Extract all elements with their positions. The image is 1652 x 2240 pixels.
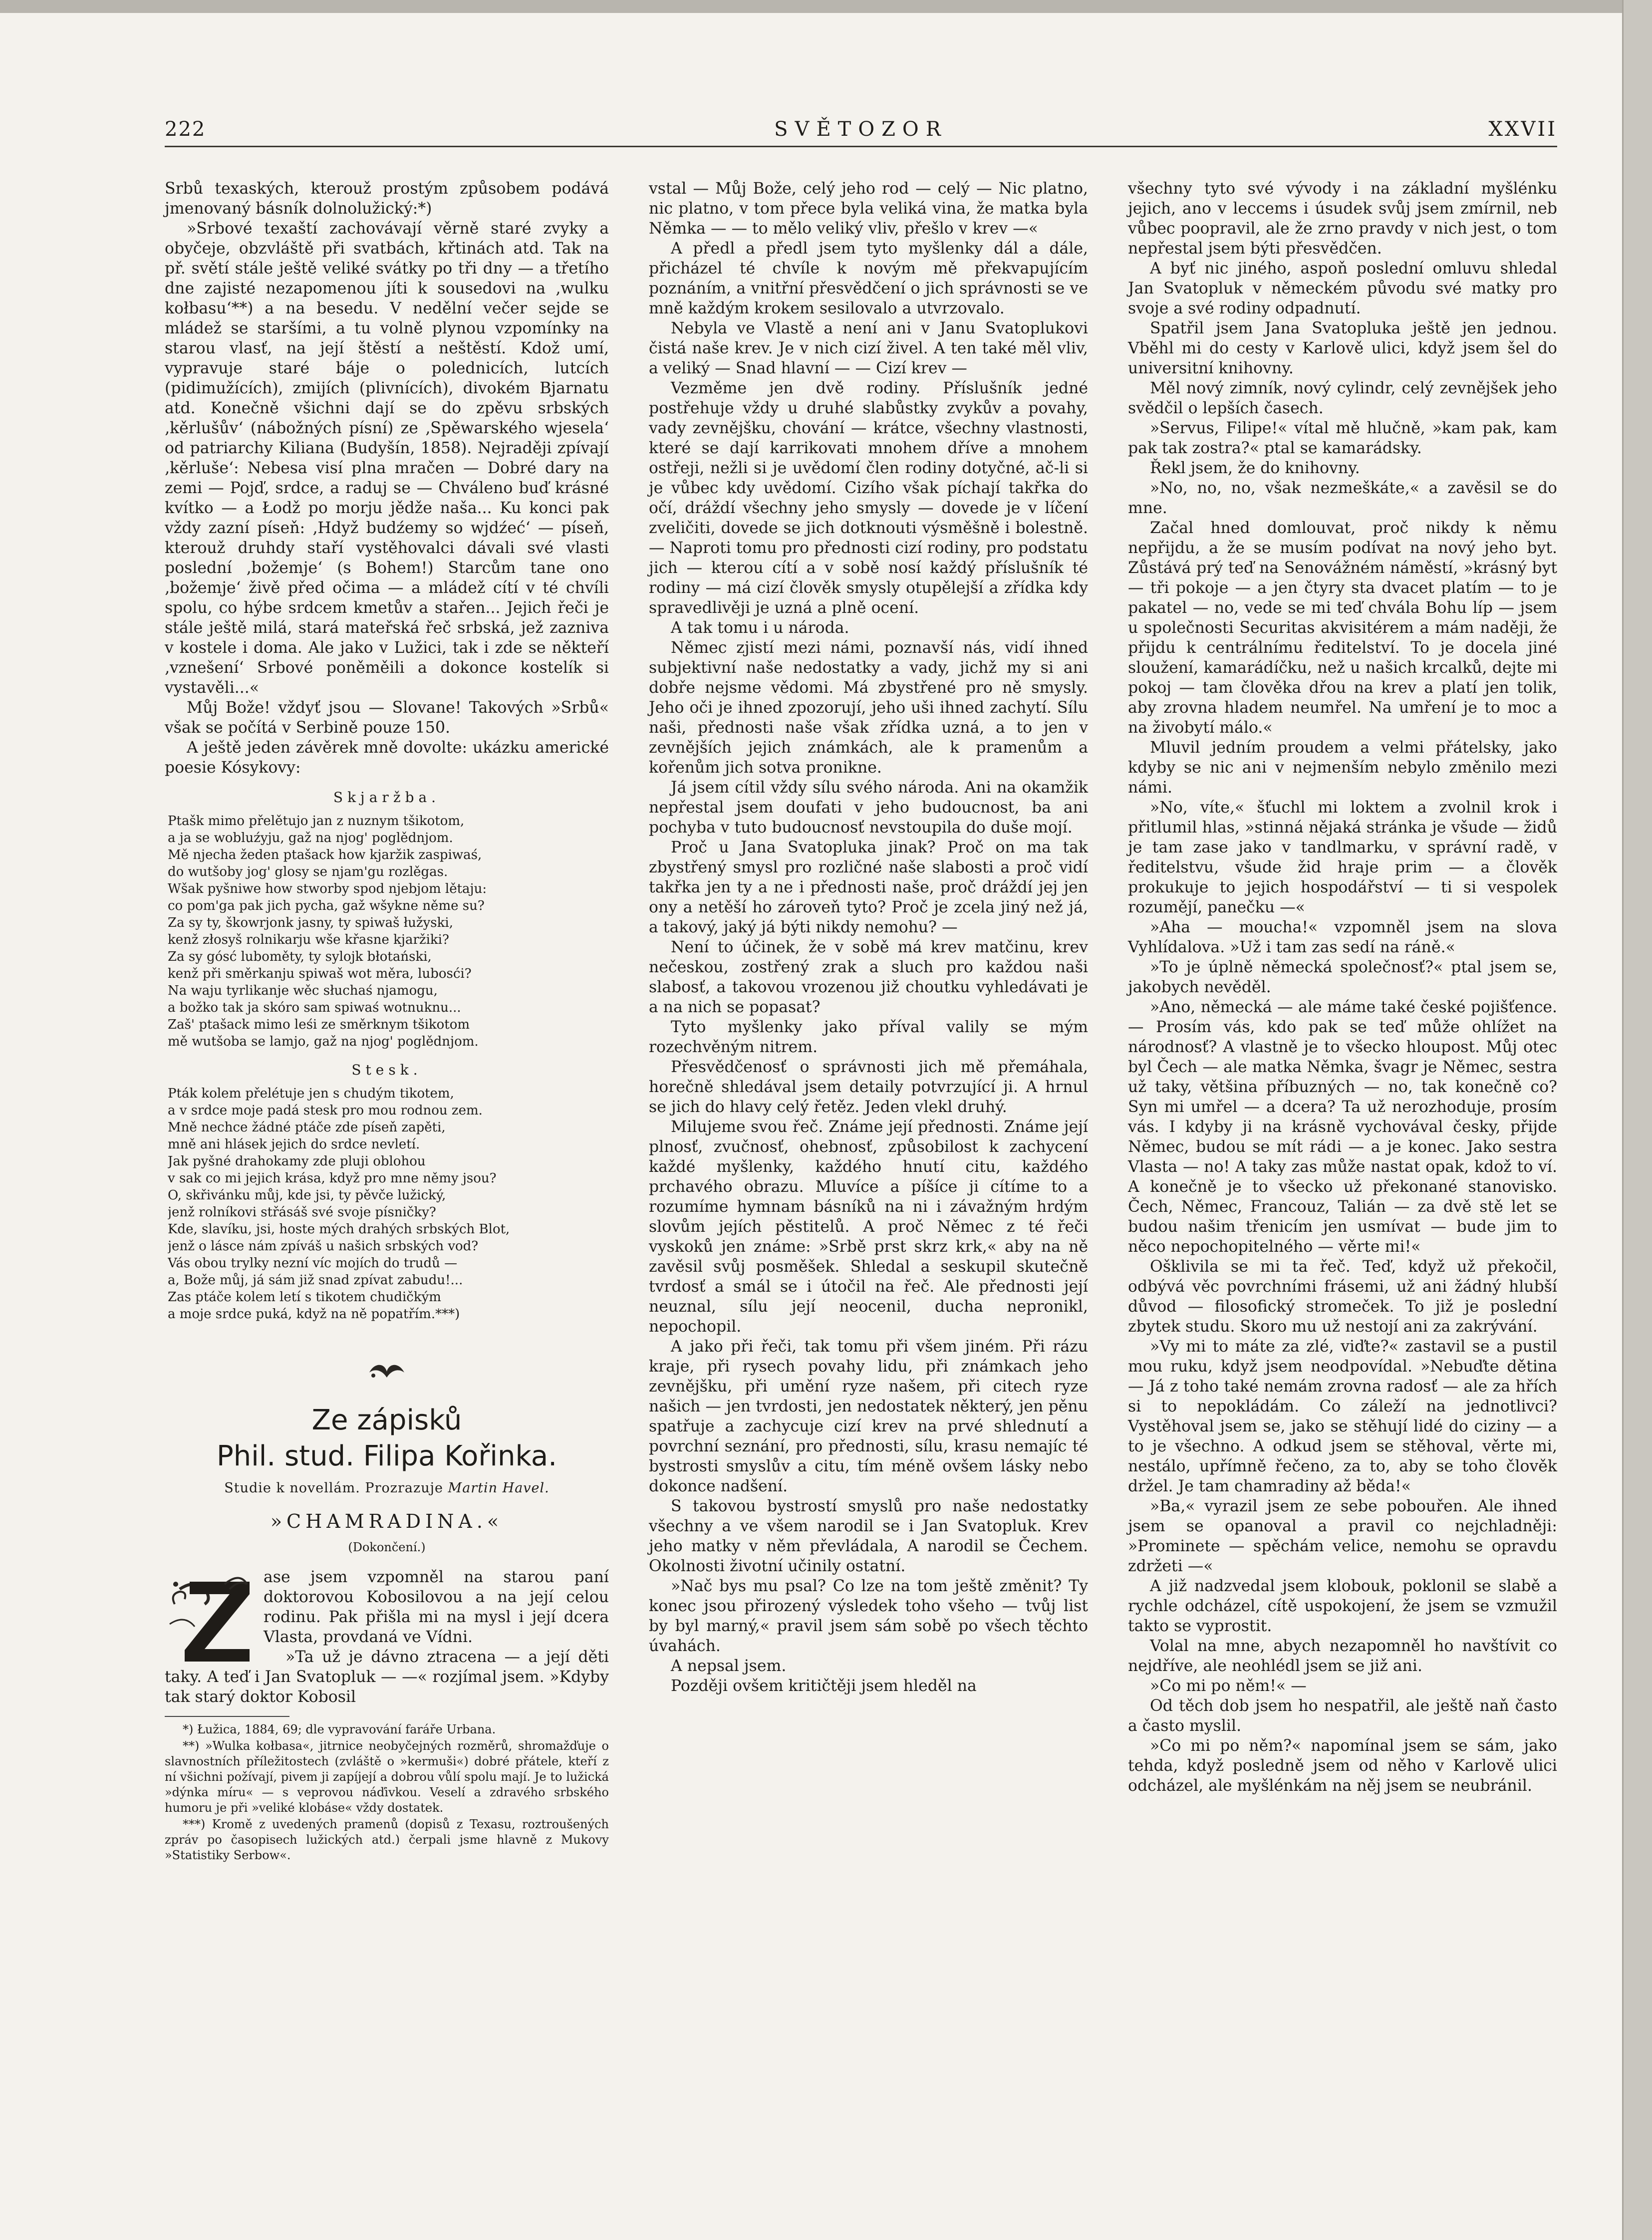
poem-line: Mě njecha žeden ptašack how kjaržik zaspiwaś, [168,847,482,862]
poem-line: mně ani hlásek jejich do srdce nevletí. [168,1137,420,1152]
paragraph: Milujeme svou řeč. Známe její přednosti. Známe její plnosť, zvučnosť, ohebnosť, způsobilost k zachycení každé myšlenky, každého hnutí citu, každého prchavého obrazu. Mluvíce a píšíce ji cítíme to a rozumíme hymnam básníků na ni i závažným hrdým slovům jejích pěstitelů. A proč Němec z té řeči vyskoků jen známe: »Srbě prst skrz krk,« aby na ně zavěsil svůj posměšek. Shledal a seskupil skutečně tvrdosť a smál se i útočil na řeč. Ale přednosti její neuznal, sílu její neocenil, ducha nepronikl, nepochopil. [649,1118,1088,1336]
footnote: ***) Kromě z uvedených pramenů (dopisů z Texasu, roztroušených zpráv po časopisech lužických atd.) čerpali jsme hlavně z Mukovy »Statistiky Serbow«. [165,1817,609,1862]
paragraph: A nepsal jsem. [671,1657,787,1675]
paragraph: S takovou bystrostí smyslů pro naše nedostatky všechny a ve všem narodil se i Jan Svatopluk. Krev jeho matky v něm převládala, A narodil se Čechem. Okolnosti životní učinily ostatní. [649,1497,1088,1575]
header-rule [165,146,1557,147]
poem-line: Za sy ty, škowrjonk jasny, ty spiwaš łužyski, [168,915,453,930]
footnote: **) »Wulka kołbasa«, jitrnice neobyčejných rozměrů, shromažďuje o slavnostních příležitostech (zvláště o »kermuši«) dobré přátele, kteří z ní všichni požívají, pivem ji zapíjejí a dobrou vůlí spolu mají. Je to lužická »dýnka míru« — s veprovou náďivkou. Veselí a zdravého srbského humoru je při »veliké klobáse« vždy dostatek. [165,1739,609,1815]
paragraph: A byť nic jiného, aspoň poslední omluvu shledal Jan Svatopluk v německém původu své matky pro svoje a své rodiny odpadnutí. [1128,260,1557,317]
paragraph: »Aha — moucha!« vzpomněl jsem na slova Vyhlídalova. »Už i tam zas sedí na ráně.« [1128,918,1557,956]
paragraph: »Servus, Filipe!« vítal mě hlučně, »kam pak, kam pak tak zostra?« ptal se kamarádsky. [1128,419,1557,457]
column-1 [165,179,609,1864]
magazine-title: SVĚTOZOR [774,118,948,141]
paragraph: Mluvil jedním proudem a velmi přátelsky, jako kdyby se nic ani v nejmenším nebylo změnilo mezi námi. [1128,739,1557,797]
poem-line: Na waju tyrlikanje wěc słuchaś njamogu, [168,983,438,998]
poem-sorbian [168,813,609,1050]
page-top-edge [0,0,1622,13]
paragraph: Proč u Jana Svatopluka jinak? Proč on ma tak zbystřený smysl pro rozličné naše slabosti a proč vidí takřka jen ty a ne i přednosti naše, proč dráždí jej jen ony a netěší ho zároveň tyto? Proč je zcela jiný než já, a takový, jaký já býti nikdy nemohu? — [649,839,1088,936]
poem-line: kenž złosyš rolnikarju wše křasne kjaržiki? [168,932,449,947]
paragraph: A jako při řeči, tak tomu při všem jiném. Při rázu kraje, při rysech povahy lidu, při známkach jeho zevnějšku, při umění ryze našem, při citech ryze našich — jen tvrdosti, jen nedostatek některý, jen pěnu spatřuje a zachycuje cizí krev na prvé shlednutí a povrchní seznání, pro přednosti, sílu, krasu nemajíc té bystrosti smyslův a citu, tím méně ovšem lásky nebo dokonce nadšení. [649,1338,1088,1495]
paragraph: Začal hned domlouvat, proč nikdy k němu nepřijdu, a že se musím podívat na nový jeho byt. Zůstává prý teď na Senovážném náměstí, »krásný byt — tři pokoje — a jen čtyry sta dvacet platím — to je pakatel — no, vede se mi teď chvála Bohu líp — jsem u společnosti Securitas akvisitérem a mám naději, že přijdu k centrálnímu ředitelství. To je docela jiné sloužení, kamarádíčku, než u našich krcalků, dejte mi pokoj — tam člověka dřou na krev a platí jen tolik, aby zrovna hladem neumřel. Na umření je to moc a na živobytí málo.« [1128,519,1557,737]
footnotes [165,1722,609,1863]
poem-line: a, Bože můj, já sám již snad zpívat zabudu!... [168,1273,463,1288]
paragraph: Volal na mne, abych nezapomněl ho navštívit co nejdříve, ale neohlédl jsem se již ani. [1128,1637,1557,1675]
paragraph: Řekl jsem, že do knihovny. [1150,459,1360,477]
poem-czech [168,1085,609,1323]
poem-line: Wšak pyšniwe how stworby spod njebjom lětaju: [168,881,487,896]
paragraph: »Co mi po něm?« napomínal jsem se sám, jako tehda, když posledně jsem od něho v Karlově ulici odcházel, ale myšlénkám na něj jsem se neubránil. [1128,1737,1557,1795]
footnote-rule [165,1716,289,1717]
paragraph: Později ovšem kritičtěji jsem hleděl na [671,1677,977,1695]
poem-line: Ptašk mimo přelětujo jan z nuznym tšikotom, [168,814,465,829]
continued-note: (Dokončení.) [348,1540,426,1554]
paragraph: »No, no, no, však nezmeškáte,« a zavěsil se do mne. [1128,479,1557,517]
paragraph: »Ba,« vyrazil jsem ze sebe pobouřen. Ale ihned jsem se opanoval a pravil co nejchladněji: »Prominete — spěchám velice, nemohu se opravdu zdržeti —« [1128,1497,1557,1575]
poem-line: Vás obou trylky nezní víc mojích do trudů — [168,1256,458,1271]
paragraph: »No, víte,« šťuchl mi loktem a zvolnil krok i přitlumil hlas, »stinná nějaká stránka je všude — židů je tam zase jako v tandlmarku, v správní radě, v ředitelstvu, všude žid hraje prim — a člověk prokukuje to jejich hospodářství — ti si vespolek rozumějí, panečku —« [1128,799,1557,916]
poem-line: a moje srdce puká, když na ně popatřím.***) [168,1307,460,1322]
paragraph: »Nač bys mu psal? Co lze na tom ještě změnit? Ty konec jsou přirozený výsledek toho všeho — tvůj list by byl marný,« pravil jsem sám sobě po všech těchto úvahách. [649,1577,1088,1655]
poem-line: a božko tak ja skóro sam spiwaś wotnuknu... [168,1000,461,1015]
column-3 [1128,179,1557,1796]
paragraph: A předl a předl jsem tyto myšlenky dál a dále, přicházel té chvíle k novým mě překvapujícím poznáním, a vnitřní přesvědčení o jich správnosti se ve mně každým krokem sesilovalo a utvrzovalo. [649,240,1088,317]
poem-line: jenž rolníkovi střásáš své svoje písničky? [168,1205,436,1220]
paragraph: »To je úplně německá společnosť?« ptal jsem se, jakobych nevěděl. [1128,958,1557,996]
subtitle-text: Studie k novellám. Prozrazuje [224,1480,443,1496]
paragraph: »Srbové texaští zachovávají věrně staré zvyky a obyčeje, obzvláště při svatbách, křtinách atd. Tak na př. světí stále ještě veliké svátky po tři dny — a třetího dne zajisté nezapomenou jíti k sousedovi na ‚wulku kołbasu‘**) a na besedu. V nedělní večer sejde se mládež se staršími, a tu volně plynou vzpomínky na starou vlasť, na její štěstí a neštěstí. Kdož umí, vypravuje staré báje o polednicích, lutcích (pidimužících), zmijích (plivnících), divokém Bjarnatu atd. Konečně všichni dají se do zpěvu srbských ‚kěrlušův‘ (nábožných písní) ze ‚Spěwarského wjesela‘ od patriarchy Kiliana (Budyšín, 1858). Nejraději zpívají ‚kěrluše‘: Nebesa visí plna mračen — Dobré dary na zemi — Pojď, srdce, a raduj se — Chváleno buď krásné kvítko — a Łodž po morju jědže naša... Ku konci pak vždy zazní píseň: ‚Hdyž budźemy so wjdźeć‘ — píseň, kterouž druhdy staří vystěhovalci dávali své vlasti poslední ‚božemje‘ (s Bohem!) Starcům tane ono ‚božemje‘ živě před očima — a mládež cítí v té chvíli spolu, co hýbe srdcem kmetův a stařen... Jejich řeči je stále ještě milá, stará mateřská řeč srbská, jež zazniva v kostele i doma. Ale jako v Lužici, tak i zde se někteří ‚vznešení‘ Srbové poněměili a dokonce kostelík si vystavěli...« [165,220,609,697]
paragraph: »Ano, německá — ale máme také české pojišťence. — Prosím vás, kdo pak se teď může ohlížet na národnosť? A vlastně je to všecko hloupost. Můj otec byl Čech — ale matka Němka, švagr je Němec, sestra už taky, většina příbuzných — no, tak konečně co? Syn mi umřel — a dcera? Ta už nerozhoduje, prosím vás. I kdyby ji na krásně vychovával česky, přijde Němec, budou se mít rádi — a je konec. Jako sestra Vlasta — no! A taky zas může nastat opak, kdož to ví. A konečně je to všecko už překonané stanovisko. Čech, Němec, Francouz, Talián — za dvě stě let se budou našim třenicím jen usmívat — bude jim to něco nepochopitelného — věrte mi!« [1128,998,1557,1256]
paragraph: A tak tomu i u národa. [671,619,849,637]
poem-line: Zaš' ptašack mimo leśi ze směrknym tšikotom [168,1017,470,1032]
author-name: Martin Havel. [448,1480,550,1496]
poem-line: a ja se wobluźyju, gaž na njog' poglědnjom. [168,831,453,845]
paragraph: Vezměme jen dvě rodiny. Příslušník jedné postřehuje vždy u druhé slabůstky zvykův a povahy, vady zevnějšku, chování — krátce, všechny vlastnosti, které se dají karrikovati mnohem dříve a mnohem ostřeji, nežli si je uvědomí člen rodiny dotyčné, ač-li si je vůbec kdy uvědomí. Cizího však píchají takřka do očí, dráždí všechny jeho smysly — dovede je v líčení zveličiti, dovede se jich dotknouti výsměšně i bolestně. — Naproti tomu pro přednosti cizí rodiny, pro podstatu jich — kterou cítí a v sobě nosí každý příslušník té rodiny — má cizí člověk smysly otupělejší a zřídka kdy spravedlivěji je uzná a plně ocení. [649,379,1088,617]
poem-line: Mně nechce žádné ptáče zde píseň zapěti, [168,1120,446,1135]
poem-line: v sak co mi jejich krása, když pro mne němy jsou? [168,1171,497,1186]
paragraph: ase jsem vzpomněl na starou paní doktorovou Kobosilovou a na její celou rodinu. Pak přišla mi na mysl i její dcera Vlasta, provdaná ve Vídni. [264,1568,609,1646]
paragraph: Tyto myšlenky jako příval valily se mým rozechvěným nitrem. [649,1018,1088,1056]
paragraph: Srbů texaských, kterouž prostým způsobem podává jmenovaný básník dolnolužický:*) [165,180,609,218]
article-subtitle [165,1478,609,1498]
decorative-initial-z-icon [165,1569,255,1664]
poem-line: do wutšoby jog' glosy se njam'gu rozlěgas. [168,864,448,879]
paragraph: Od těch dob jsem ho nespatřil, ale ještě naň často a často myslil. [1128,1697,1557,1735]
poem-line: O, skřivánku můj, kde jsi, ty pěvče lužický, [168,1188,446,1203]
paragraph: Nebyla ve Vlastě a není ani v Janu Svatoplukovi čistá naše krev. Je v nich cizí živel. A ten také měl vliv, a veliký — Snad hlavní — — Cizí krev — [649,319,1088,377]
paragraph: Já jsem cítil vždy sílu svého národa. Ani na okamžik nepřestal jsem doufati v jeho budoucnost, ba ani pochyba v tuto budoucnosť nevstoupila do duše mojí. [649,779,1088,837]
paragraph: vstal — Můj Bože, celý jeho rod — celý — Nic platno, nic platno, v tom přece byla veliká vina, že matka byla Němka — — to mělo veliký vliv, přešlo v krev —« [649,180,1088,238]
poem-line: mě wutšoba se lamjo, gaž na njog' poglědnjom. [168,1034,479,1049]
paragraph: Můj Bože! vždyť jsou — Slovane! Takových »Srbů« však se počítá v Serbině pouze 150. [165,699,609,737]
poem-line: Za sy gósć luboměty, ty sylojk błotański, [168,949,432,964]
article-heading: »CHAMRADINA.« [270,1510,504,1532]
poem-line: Kde, slavíku, jsi, hoste mých drahých srbských Blot, [168,1222,510,1237]
footnote: *) Łužica, 1884, 69; dle vypravování faráře Urbana. [183,1722,496,1736]
paragraph: »Ta už je dávno ztracena — a její děti taky. A teď i Jan Svatopluk — —« rozjímal jsem. »Kdyby tak starý doktor Kobosil [165,1648,609,1706]
poem-line: kenž při směrkanju spiwaš wot měra, lubosći? [168,966,472,981]
article-title: Ze zápisků [311,1404,462,1436]
opening-paragraph [165,1567,609,1647]
paragraph: Přesvědčenosť o správnosti jich mě přemáhala, horečně shledával jsem detaily potvrzující ji. A hrnul se jich do hlavy celý řetěz. Jeden vlekl druhý. [649,1058,1088,1116]
paragraph: Měl nový zimník, nový cylindr, celý zevnějšek jeho svědčil o lepších časech. [1128,379,1557,417]
paragraph: Němec zjistí mezi námi, poznavší nás, vidí ihned subjektivní naše nedostatky a vady, jichž my si ani dobře nejsme vědomi. Má zbystřené pro ně smysly. Jeho oči je ihned zpozorují, jeho uši ihned zachytí. Sílu naši, přednosti naše však zřídka uzná, a to jen v zevnějších jejich známkách, ale k pramenům a kořenům jich sotva pronikne. [649,639,1088,777]
poem-title: Skjaržba. [333,789,441,806]
poem-line: Pták kolem přelétuje jen s chudým tikotem, [168,1086,454,1101]
paragraph: A ještě jeden závěrek mně dovolte: ukázku americké poesie Kósykovy: [165,739,609,777]
paragraph: Ošklivila se mi ta řeč. Teď, když už překočil, odbývá věc povrchními frásemi, už ani žádný hlubší důvod — filosofický stromeček. To již je poslední zbytek studu. Skoro mu už nestojí ani za zakrývání. [1128,1258,1557,1336]
paragraph: Není to účinek, že v sobě má krev matčinu, krev nečeskou, zostřený zrak a sluch pro každou naši slabosť, a takovou vrozenou již choutku vyhledávati je a na nich se popasat? [649,938,1088,1016]
page-number: 222 [165,118,206,141]
poem-line: Zas ptáče kolem letí s tikotem chudičkým [168,1290,441,1305]
paragraph: všechny tyto své vývody i na základní myšlénku jejich, ano v leccems i úsudek svůj jsem zmírnil, neb vůbec poopravil, ale že zrno pravdy v nich jest, o tom nepřestal jsem býti přesvědčen. [1128,180,1557,258]
ornament-icon [165,1358,609,1383]
poem-line: a v srdce moje padá stesk pro mou rodnou zem. [168,1103,483,1118]
paragraph: Spatřil jsem Jana Svatopluka ještě jen jednou. Vběhl mi do cesty v Karlově ulici, když jsem šel do universitní knihovny. [1128,319,1557,377]
paragraph: »Co mi po něm!« — [1150,1677,1307,1695]
page-edge [1622,0,1652,2240]
poem-line: Jak pyšné drahokamy zde pluji oblohou [168,1154,426,1169]
paragraph: »Vy mi to máte za zlé, viďte?« zastavil se a pustil mou ruku, když jsem neodpovídal. »Nebuďte dětina — Já z toho také nemám zrovna radosť — ale za hřích si to nepokládám. Co záleží na jednotlivci? Vystěhoval jsem se, jako se stěhují lidé do ciziny — a to je všechno. A odkud jsem se stěhoval, věrte mi, nestálo, upřímně řečeno, za to, aby se toho člověk držel. Je tam chamradiny až běda!« [1128,1338,1557,1495]
page-header [165,115,1557,145]
poem-line: jenž o lásce nám zpíváš u našich srbských vod? [168,1239,479,1254]
paragraph: A již nadzvedal jsem klobouk, poklonil se slabě a rychle odcházel, cítě uspokojení, že jsem se vzmužil takto se vyprostit. [1128,1577,1557,1635]
article-title-author: Phil. stud. Filipa Kořinka. [216,1440,557,1472]
column-2 [649,179,1088,1696]
volume-number: XXVII [1488,118,1557,141]
poem-line: co pom'ga pak jich pycha, gaž wšykne něme su? [168,898,485,913]
poem-title: Stesk. [351,1062,422,1078]
